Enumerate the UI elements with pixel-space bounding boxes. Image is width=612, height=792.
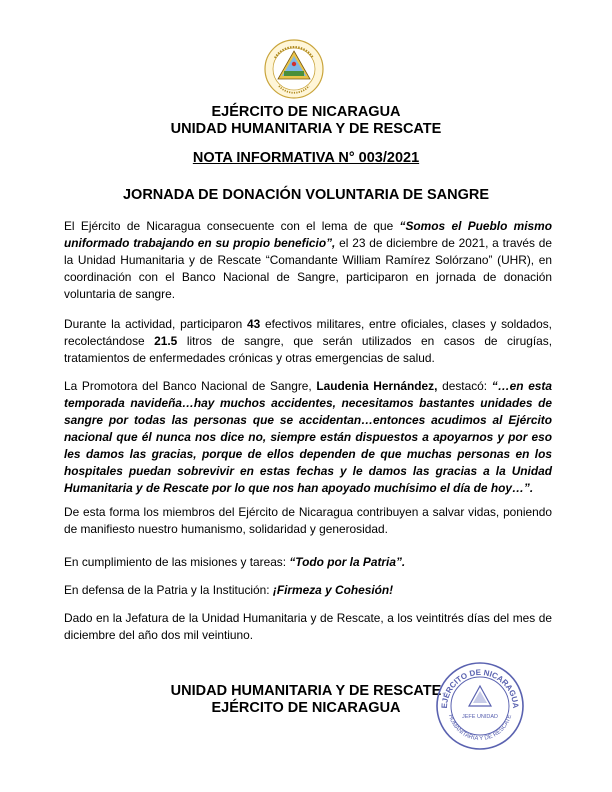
header-line-1: EJÉRCITO DE NICARAGUA <box>211 104 401 120</box>
paragraph-3: La Promotora del Banco Nacional de Sangre, Laudenia Hernández, destacó: “…en esta temporada navideña…hay muchos accidentes, necesitamos bastantes unidades de sangre por todas las personas que se accidentan…entonces acudimos al Ejército nacional que él nunca nos dice no, siempre están dispuestos a apoyarnos y por eso les damos las gracias, porque de ellos dependen de que muchas personas en los hospitales puedan sobrevivir en estas fechas y le damos las gracias a la Unidad Humanitaria y de Rescate por lo que nos han apoyado muchísimo el día de hoy…”. <box>64 379 552 495</box>
paragraph-6: En defensa de la Patria y la Institución: ¡Firmeza y Cohesión! <box>64 583 394 597</box>
svg-text:HUMANITARIA Y DE RESCATE: HUMANITARIA Y DE RESCATE <box>446 714 514 743</box>
paragraph-5: En cumplimiento de las misiones y tareas: “Todo por la Patria”. <box>64 555 406 569</box>
official-stamp <box>435 661 525 751</box>
signature-line-1: UNIDAD HUMANITARIA Y DE RESCATE <box>170 683 442 699</box>
coat-of-arms-seal <box>263 38 325 100</box>
header-line-2: UNIDAD HUMANITARIA Y DE RESCATE <box>170 121 442 137</box>
paragraph-2: Durante la actividad, participaron 43 efectivos militares, entre oficiales, clases y soldados, recolectándose 21.5 litros de sangre, que serán utilizados en casos de cirugías, tratamientos de enfermedades crónicas y otras emergencias de salud. <box>64 317 552 365</box>
svg-text:JEFE UNIDAD: JEFE UNIDAD <box>461 714 499 720</box>
paragraph-7: Dado en la Jefatura de la Unidad Humanitaria y de Rescate, a los veintitrés días del mes de diciembre del año dos mil veintiuno. <box>64 611 552 642</box>
paragraph-4: De esta forma los miembros del Ejército de Nicaragua contribuyen a salvar vidas, poniendo de manifiesto nuestro humanismo, solidaridad y generosidad. <box>64 505 552 536</box>
document-title: JORNADA DE DONACIÓN VOLUNTARIA DE SANGRE <box>122 187 489 203</box>
signature-line-2: EJÉRCITO DE NICARAGUA <box>211 700 401 716</box>
nota-informativa-title: NOTA INFORMATIVA N° 003/2021 <box>192 150 420 166</box>
paragraph-1: El Ejército de Nicaragua consecuente con el lema de que “Somos el Pueblo mismo uniformado trabajando en su propio beneficio”, el 23 de diciembre de 2021, a través de la Unidad Humanitaria y de Rescate “Comandante William Ramírez Solórzano” (UHR), en coordinación con el Banco Nacional de Sangre, participaron en jornada de donación voluntaria de sangre. <box>64 219 553 301</box>
svg-text:EJÉRCITO DE NICARAGUA: EJÉRCITO DE NICARAGUA <box>439 667 521 709</box>
